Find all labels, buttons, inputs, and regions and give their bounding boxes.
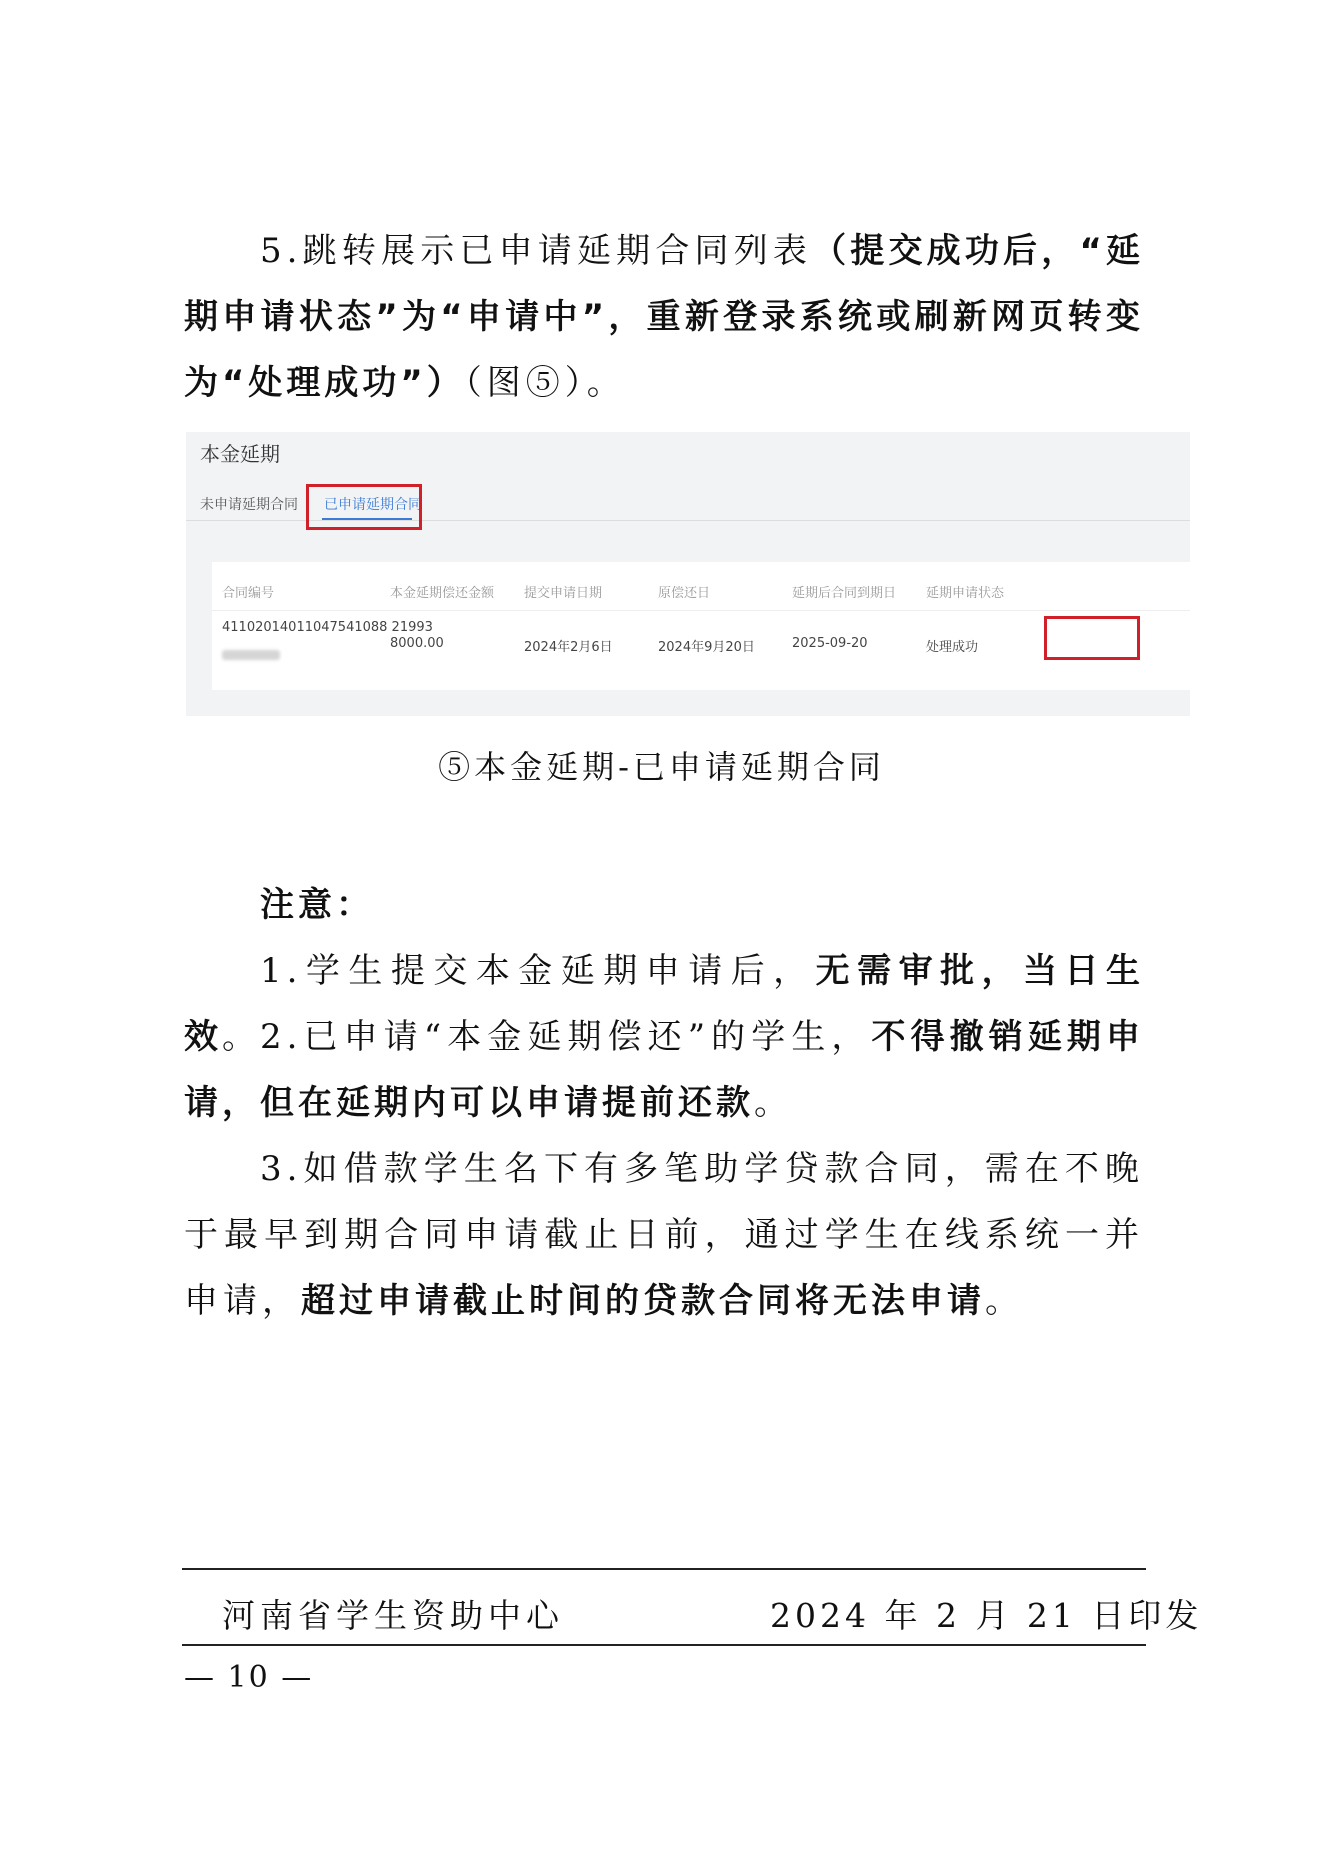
cell-original-date: 2024年9月20日 (658, 640, 755, 655)
cell-status: 处理成功 (926, 640, 979, 655)
tab-applied-contracts[interactable]: 已申请延期合同 (324, 497, 422, 513)
page-number: — 10 — (184, 1660, 314, 1695)
header-divider (212, 610, 1190, 611)
col-header-original-date: 原偿还日 (658, 586, 711, 601)
note-2-text: 2.已申请“本金延期偿还”的学生， (260, 1017, 872, 1057)
cell-new-due-date: 2025-09-20 (792, 636, 868, 651)
col-header-contract-no: 合同编号 (222, 586, 275, 601)
footer-issue-date: 2024 年 2 月 21 日印发 (770, 1596, 1203, 1635)
step-5-text: 5.跳转展示已申请延期合同列表 (260, 231, 813, 271)
note-3-end: 。 (985, 1281, 1024, 1321)
figure-screenshot (186, 432, 1190, 716)
note-2-bold: 不得撤销延期申请，但在延期内可以申请提前还款 (184, 1017, 1145, 1123)
status-highlight-box (1044, 616, 1140, 660)
cell-contract-no: 41102014011047541088 21993 (222, 620, 433, 635)
footer-issuer: 河南省学生资助中心 (222, 1596, 564, 1635)
col-header-amount: 本金延期偿还金额 (390, 586, 495, 601)
tab-unapplied-contracts[interactable]: 未申请延期合同 (200, 497, 298, 513)
figure-page-title: 本金延期 (200, 442, 280, 466)
col-header-new-due-date: 延期后合同到期日 (792, 586, 897, 601)
col-header-submit-date: 提交申请日期 (524, 586, 603, 601)
notes-heading: 注意： (260, 885, 374, 925)
cell-amount: 8000.00 (390, 636, 444, 651)
paragraph-step-5 (184, 218, 1144, 416)
redacted-name (222, 650, 280, 660)
note-3-text: 3.如借款学生名下有多笔助学贷款合同，需在不晚于最早到期合同申请截止日前，通过学生在线系统一并申请， (184, 1149, 1144, 1321)
note-1-bold: 无需审批，当日生效 (184, 951, 1144, 1057)
note-2 (184, 1004, 1144, 1136)
footer-bottom-rule (182, 1644, 1146, 1646)
step-5-bold-note: （提交成功后，“延期申请状态”为“申请中”，重新登录系统或刷新网页转变为“处理成功”） (184, 231, 1144, 403)
footer-top-rule (182, 1568, 1146, 1570)
note-2-end: 。 (754, 1083, 793, 1123)
note-3-bold: 超过申请截止时间的贷款合同将无法申请 (301, 1281, 985, 1321)
note-1-end: 。 (222, 1017, 261, 1057)
note-1-text: 1.学生提交本金延期申请后， (260, 951, 816, 991)
note-3 (184, 1136, 1144, 1334)
step-5-figure-ref: （图⑤）。 (464, 363, 626, 403)
cell-submit-date: 2024年2月6日 (524, 640, 613, 655)
tab-highlight-box (306, 484, 422, 530)
figure-caption: ⑤本金延期-已申请延期合同 (438, 748, 885, 786)
col-header-status: 延期申请状态 (926, 586, 1005, 601)
